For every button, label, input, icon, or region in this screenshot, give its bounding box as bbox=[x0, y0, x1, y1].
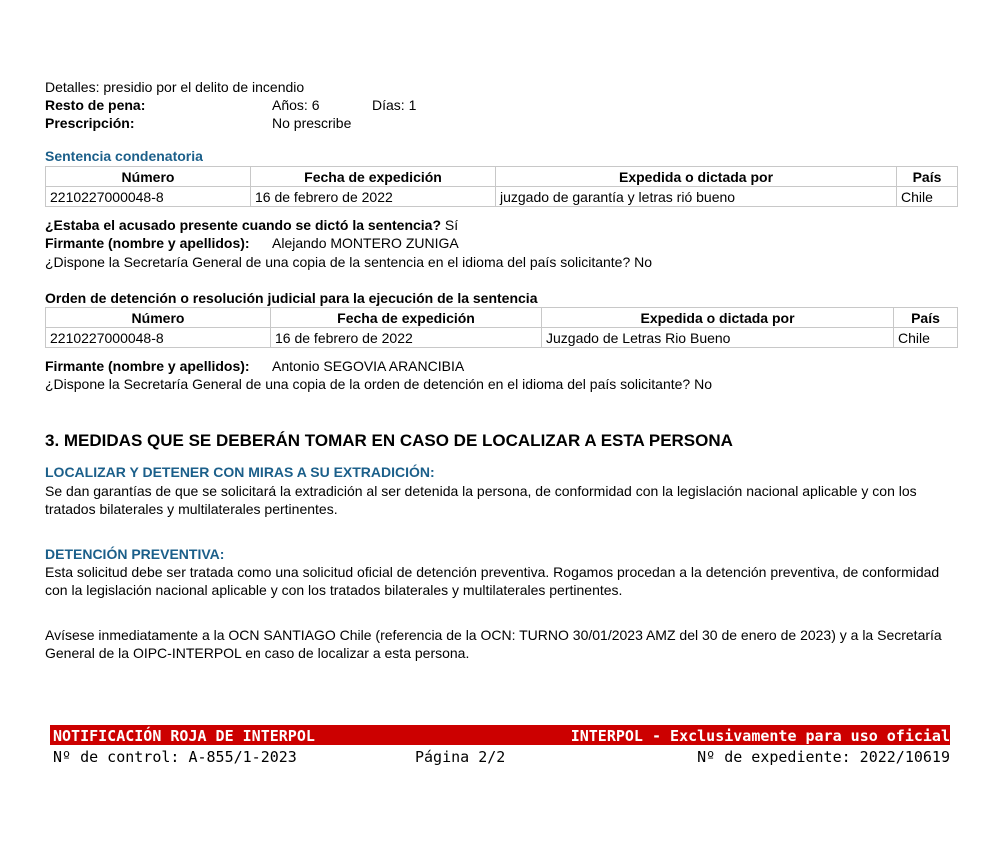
detalles-line: Detalles: presidio por el delito de incendio bbox=[45, 79, 305, 95]
col-pais: País bbox=[894, 308, 958, 328]
footer-bar-left: NOTIFICACIÓN ROJA DE INTERPOL bbox=[53, 727, 315, 745]
detencion-paragraph: Esta solicitud debe ser tratada como una solicitud oficial de detención preventiva. Rogamos procedan a la detención preventiva, de conformidad con la legislación nacional aplicable y con los tratados bilaterales y multilaterales pertinentes. bbox=[45, 564, 940, 598]
avisese-paragraph: Avísese inmediatamente a la OCN SANTIAGO Chile (referencia de la OCN: TURNO 30/01/2023 AMZ del 30 de enero de 2023) y a la Secretaría General de la OIPC-INTERPOL en caso de localizar a esta persona. bbox=[45, 627, 942, 661]
table-row bbox=[46, 187, 958, 207]
col-expedida: Expedida o dictada por bbox=[496, 167, 897, 187]
orden-firmante-label: Firmante (nombre y apellidos): bbox=[45, 358, 250, 374]
table-header-row bbox=[46, 167, 958, 187]
table-row bbox=[46, 328, 958, 348]
prescripcion-label: Prescripción: bbox=[45, 115, 135, 131]
orden-firmante-value: Antonio SEGOVIA ARANCIBIA bbox=[272, 358, 465, 374]
copia-sentencia-line: ¿Dispone la Secretaría General de una copia de la sentencia en el idioma del país solicitante? No bbox=[45, 254, 653, 270]
footer-red-bar bbox=[50, 725, 950, 745]
presente-value: Sí bbox=[444, 217, 459, 233]
col-numero: Número bbox=[46, 167, 251, 187]
col-numero: Número bbox=[46, 308, 271, 328]
cell-pais: Chile bbox=[897, 187, 958, 207]
section-3-title: 3. MEDIDAS QUE SE DEBERÁN TOMAR EN CASO DE LOCALIZAR A ESTA PERSONA bbox=[45, 431, 733, 450]
col-fecha: Fecha de expedición bbox=[251, 167, 496, 187]
col-fecha: Fecha de expedición bbox=[271, 308, 542, 328]
prescripcion-value: No prescribe bbox=[272, 115, 352, 131]
cell-fecha: 16 de febrero de 2022 bbox=[251, 187, 496, 207]
orden-heading: Orden de detención o resolución judicial para la ejecución de la sentencia bbox=[45, 290, 538, 306]
resto-pena-label: Resto de pena: bbox=[45, 97, 146, 113]
firmante-label: Firmante (nombre y apellidos): bbox=[45, 235, 250, 251]
firmante-value: Alejando MONTERO ZUNIGA bbox=[272, 235, 459, 251]
footer-expediente: Nº de expediente: 2022/10619 bbox=[697, 748, 950, 766]
sentencia-heading: Sentencia condenatoria bbox=[45, 148, 203, 164]
localizar-paragraph: Se dan garantías de que se solicitará la extradición al ser detenida la persona, de conformidad con la legislación nacional aplicable y con los tratados bilaterales y multilaterales pertinentes. bbox=[45, 483, 917, 517]
cell-fecha: 16 de febrero de 2022 bbox=[271, 328, 542, 348]
cell-numero: 2210227000048-8 bbox=[46, 328, 271, 348]
localizar-heading: LOCALIZAR Y DETENER CON MIRAS A SU EXTRADICIÓN: bbox=[45, 464, 435, 480]
presente-line bbox=[45, 216, 458, 234]
copia-orden-line: ¿Dispone la Secretaría General de una copia de la orden de detención en el idioma del país solicitante? No bbox=[45, 376, 712, 392]
col-pais: País bbox=[897, 167, 958, 187]
col-expedida: Expedida o dictada por bbox=[542, 308, 894, 328]
orden-table bbox=[45, 307, 958, 348]
cell-expedida: juzgado de garantía y letras rió bueno bbox=[496, 187, 897, 207]
footer-pagina: Página 2/2 bbox=[415, 748, 506, 766]
cell-pais: Chile bbox=[894, 328, 958, 348]
sentencia-table bbox=[45, 166, 958, 207]
footer-bar-right: INTERPOL - Exclusivamente para uso oficial bbox=[570, 727, 950, 745]
cell-numero: 2210227000048-8 bbox=[46, 187, 251, 207]
presente-label: ¿Estaba el acusado presente cuando se dictó la sentencia? bbox=[45, 217, 442, 233]
dias-value: Días: 1 bbox=[372, 97, 417, 113]
anios-value: Años: 6 bbox=[272, 97, 320, 113]
cell-expedida: Juzgado de Letras Rio Bueno bbox=[542, 328, 894, 348]
table-header-row bbox=[46, 308, 958, 328]
footer-control: Nº de control: A-855/1-2023 bbox=[53, 748, 297, 766]
detencion-heading: DETENCIÓN PREVENTIVA: bbox=[45, 546, 225, 562]
